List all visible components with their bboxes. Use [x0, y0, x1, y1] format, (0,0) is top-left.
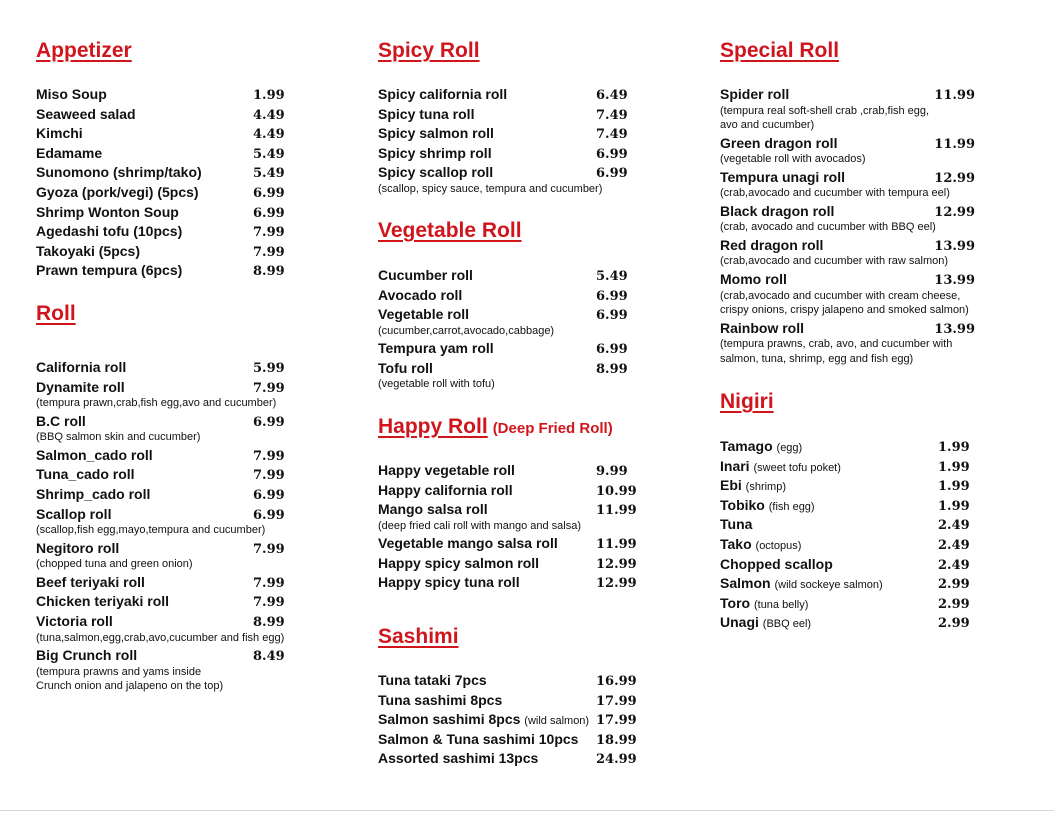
item-price: 5.99	[253, 361, 285, 376]
menu-item	[36, 222, 296, 242]
item-price: 24.99	[596, 752, 637, 768]
section-vegetable-roll	[378, 218, 638, 244]
menu-item	[720, 236, 975, 270]
item-description: (BBQ salmon skin and cucumber)	[36, 431, 201, 444]
item-price: 7.99	[253, 541, 285, 557]
menu-item-row	[378, 286, 638, 306]
item-name: Green dragon roll	[720, 134, 838, 151]
item-name: Negitoro roll	[36, 539, 120, 556]
item-price: 2.49	[938, 537, 970, 553]
item-price: 6.99	[596, 308, 628, 324]
menu-item-row	[720, 134, 975, 154]
item-name: Shrimp Wonton Soup	[36, 203, 179, 220]
item-name: Gyoza (pork/vegi) (5pcs)	[36, 183, 199, 200]
item-price: 2.99	[938, 616, 970, 632]
menu-item	[720, 496, 975, 516]
item-price: 6.99	[596, 166, 628, 182]
item-name: Edamame	[36, 144, 103, 161]
item-description: (tempura real soft-shell crab ,crab,fish egg,	[720, 104, 930, 117]
section-title-special-roll: Special Roll	[720, 39, 840, 62]
menu-item	[378, 105, 638, 125]
item-name: Ebi	[720, 477, 742, 494]
item-price: 13.99	[934, 238, 975, 254]
section-sashimi	[378, 624, 638, 650]
section-nigiri	[720, 389, 975, 415]
menu-item	[720, 270, 975, 319]
item-description: (cucumber,carrot,avocado,cabbage)	[378, 324, 555, 337]
item-price: 12.99	[596, 576, 637, 592]
item-description: (vegetable roll with tofu)	[378, 378, 495, 391]
menu-item	[36, 203, 296, 223]
item-price: 18.99	[596, 732, 637, 748]
nigiri-list	[720, 437, 975, 633]
item-price: 12.99	[934, 170, 975, 186]
item-description: (tuna,salmon,egg,crab,avo,cucumber and fish egg)	[36, 631, 285, 644]
menu-item-row	[36, 539, 296, 559]
menu-item	[720, 476, 975, 496]
item-price: 6.99	[596, 342, 628, 358]
item-name: Red dragon roll	[720, 236, 824, 253]
item-name: Rainbow roll	[720, 319, 804, 336]
item-name: Happy spicy salmon roll	[378, 554, 540, 571]
item-name: Tempura yam roll	[378, 340, 494, 357]
menu-item	[720, 437, 975, 457]
item-description: crispy onions, crispy jalapeno and smoked salmon)	[720, 304, 969, 317]
menu-item	[720, 168, 975, 202]
menu-item-row	[378, 359, 638, 379]
menu-item-row	[720, 270, 975, 290]
menu-item-row	[720, 319, 975, 339]
vegetable-roll-list	[378, 266, 638, 393]
menu-item	[720, 134, 975, 168]
menu-item-row	[36, 124, 296, 144]
item-price: 4.49	[253, 127, 285, 143]
menu-item-row	[378, 144, 638, 164]
menu-item	[36, 573, 296, 593]
item-description: Crunch onion and jalapeno on the top)	[36, 680, 224, 693]
menu-item	[378, 286, 638, 306]
item-description: (tempura prawn,crab,fish egg,avo and cucumber)	[36, 397, 277, 410]
menu-item	[378, 481, 638, 501]
menu-item-row	[720, 202, 975, 222]
item-price: 13.99	[934, 272, 975, 288]
item-name: Spider roll	[720, 86, 790, 102]
section-title-vegetable-roll: Vegetable Roll	[378, 219, 522, 242]
menu-item	[36, 612, 296, 646]
menu-item	[36, 378, 296, 412]
menu-item	[378, 710, 638, 730]
menu-item	[720, 555, 975, 575]
item-description: (scallop, spicy sauce, tempura and cucumber)	[378, 182, 603, 195]
item-name: Seaweed salad	[36, 105, 136, 122]
item-name: Inari	[720, 457, 750, 474]
menu-item-row	[378, 671, 638, 691]
item-name: Kimchi	[36, 125, 83, 142]
item-description: (crab, avocado and cucumber with BBQ eel)	[720, 221, 936, 234]
menu-item-row	[720, 574, 975, 594]
item-price: 13.99	[934, 321, 975, 337]
item-price: 11.99	[596, 537, 637, 553]
menu-item-row	[720, 555, 975, 575]
item-price: 7.99	[253, 225, 285, 241]
item-name: B.C roll	[36, 412, 86, 429]
item-description: avo and cucumber)	[720, 119, 815, 132]
menu-item-row	[378, 500, 638, 520]
item-name: Shrimp_cado roll	[36, 485, 151, 502]
item-name: Avocado roll	[378, 286, 463, 303]
item-name: Big Crunch roll	[36, 647, 138, 664]
menu-item-row	[36, 105, 296, 125]
menu-item	[36, 163, 296, 183]
item-price: 6.99	[253, 507, 285, 523]
item-price: 8.99	[596, 361, 628, 377]
item-name: Spicy salmon roll	[378, 125, 494, 142]
menu-item-row	[378, 124, 638, 144]
menu-item	[378, 691, 638, 711]
menu-item	[720, 613, 975, 633]
menu-item	[720, 574, 975, 594]
menu-item-row	[378, 105, 638, 125]
menu-item	[378, 730, 638, 750]
menu-item-row	[378, 573, 638, 593]
item-note: (tuna belly)	[753, 598, 809, 611]
item-price: 7.99	[253, 448, 285, 464]
menu-item	[36, 124, 296, 144]
menu-item	[720, 515, 975, 535]
item-price: 2.99	[938, 596, 970, 612]
section-title-spicy-roll: Spicy Roll	[378, 39, 480, 62]
menu-item-row	[720, 535, 975, 555]
menu-item-row	[378, 730, 638, 750]
item-name: Tako	[720, 535, 752, 552]
item-price: 2.49	[938, 518, 970, 534]
item-price: 5.49	[596, 269, 628, 284]
menu-item-row	[720, 437, 975, 457]
menu-item	[36, 465, 296, 485]
item-name: Mango salsa roll	[378, 501, 488, 518]
menu-item-row	[720, 613, 975, 633]
item-price: 8.99	[253, 614, 285, 630]
section-title-roll: Roll	[36, 302, 76, 325]
menu-item-row	[36, 242, 296, 262]
menu-item-row	[378, 85, 638, 105]
section-title-appetizer: Appetizer	[36, 39, 132, 62]
item-price: 7.99	[253, 380, 285, 396]
item-name: Spicy tuna roll	[378, 105, 475, 122]
section-title-sashimi: Sashimi	[378, 625, 459, 648]
menu-item	[720, 202, 975, 236]
item-name: Vegetable roll	[378, 306, 470, 323]
item-name: Victoria roll	[36, 612, 113, 629]
menu-item-row	[36, 358, 296, 378]
menu-item	[378, 163, 638, 197]
item-price: 6.99	[253, 205, 285, 221]
menu-item	[720, 535, 975, 555]
item-price: 2.99	[938, 577, 970, 593]
item-name: Tofu roll	[378, 359, 433, 376]
menu-item-row	[36, 446, 296, 466]
item-name: Happy california roll	[378, 481, 513, 498]
item-name: Miso Soup	[36, 86, 107, 102]
item-price: 5.49	[253, 146, 285, 162]
menu-item-row	[36, 183, 296, 203]
menu-item	[36, 105, 296, 125]
item-price: 11.99	[596, 503, 637, 519]
happy-roll-list	[378, 461, 638, 593]
item-description: (crab,avocado and cucumber with tempura eel)	[720, 187, 950, 200]
item-price: 11.99	[934, 88, 975, 103]
menu-item	[378, 573, 638, 593]
item-name: Spicy shrimp roll	[378, 144, 492, 161]
item-name: Toro	[720, 594, 751, 611]
item-name: Happy spicy tuna roll	[378, 574, 520, 591]
menu-item	[36, 358, 296, 378]
menu-item	[378, 339, 638, 359]
menu-item-row	[36, 163, 296, 183]
menu-item-row	[36, 222, 296, 242]
item-price: 6.99	[253, 487, 285, 503]
item-price: 6.99	[253, 185, 285, 201]
menu-item-row	[36, 412, 296, 432]
menu-item	[378, 266, 638, 286]
item-name: Salmon_cado roll	[36, 446, 153, 463]
menu-item-row	[720, 476, 975, 496]
item-name: Takoyaki (5pcs)	[36, 242, 141, 259]
item-note: (sweet tofu poket)	[753, 461, 841, 474]
item-name: Salmon & Tuna sashimi 10pcs	[378, 730, 579, 747]
menu-item-row	[720, 594, 975, 614]
item-note: (egg)	[776, 442, 803, 454]
item-price: 16.99	[596, 674, 637, 689]
menu-item	[378, 554, 638, 574]
item-price: 6.99	[253, 414, 285, 430]
item-name: Agedashi tofu (10pcs)	[36, 223, 183, 240]
item-price: 1.99	[938, 459, 970, 475]
menu-item-row	[36, 378, 296, 398]
happy-roll-title: Happy Roll	[378, 415, 488, 438]
item-price: 8.49	[253, 649, 285, 665]
item-description: (crab,avocado and cucumber with raw salmon)	[720, 255, 949, 268]
item-name: Sunomono (shrimp/tako)	[36, 164, 202, 181]
item-description: salmon, tuna, shrimp, egg and fish egg)	[720, 352, 914, 365]
menu-item	[720, 594, 975, 614]
item-name: Tobiko	[720, 496, 765, 513]
menu-item	[36, 592, 296, 612]
menu-item	[36, 505, 296, 539]
item-name: Spicy california roll	[378, 86, 508, 102]
item-price: 7.99	[253, 244, 285, 260]
menu-item	[720, 319, 975, 368]
item-price: 6.49	[596, 88, 628, 103]
menu-item-row	[36, 85, 296, 105]
menu-item-row	[36, 485, 296, 505]
menu-item	[720, 85, 975, 134]
menu-item	[378, 500, 638, 534]
item-name: Assorted sashimi 13pcs	[378, 750, 539, 767]
menu-item	[378, 124, 638, 144]
section-special-roll	[720, 38, 975, 64]
menu-item-row	[720, 85, 975, 105]
item-name: Prawn tempura (6pcs)	[36, 262, 183, 279]
item-price: 5.49	[253, 166, 285, 182]
section-title-happy-roll	[378, 414, 638, 442]
special-roll-list	[720, 85, 975, 367]
section-happy-roll	[378, 414, 638, 442]
item-name: Tamago	[720, 438, 773, 454]
item-name: Salmon	[720, 575, 771, 592]
item-price: 17.99	[596, 693, 637, 709]
menu-item-row	[36, 465, 296, 485]
menu-item-row	[378, 266, 638, 286]
menu-item	[36, 446, 296, 466]
item-price: 1.99	[938, 440, 970, 455]
menu-item-row	[720, 236, 975, 256]
menu-item	[36, 144, 296, 164]
spicy-roll-list	[378, 85, 638, 197]
item-note: (fish egg)	[768, 500, 815, 513]
section-appetizer	[36, 38, 296, 64]
item-name: Beef teriyaki roll	[36, 573, 145, 590]
item-description: (deep fried cali roll with mango and salsa)	[378, 519, 581, 532]
menu-item-row	[36, 592, 296, 612]
roll-list	[36, 358, 296, 695]
item-price: 4.49	[253, 107, 285, 123]
menu-item-row	[378, 339, 638, 359]
item-description: (vegetable roll with avocados)	[720, 153, 866, 166]
item-name: Salmon sashimi 8pcs	[378, 711, 521, 728]
menu-item	[378, 461, 638, 481]
menu-item-row	[378, 691, 638, 711]
happy-roll-subtitle: (Deep Fried Roll)	[492, 420, 613, 437]
item-price: 2.49	[938, 557, 970, 573]
item-note: (BBQ eel)	[762, 618, 812, 631]
menu-item	[378, 749, 638, 769]
section-roll	[36, 301, 296, 327]
item-name: Chopped scallop	[720, 555, 833, 572]
item-note: (octopus)	[755, 539, 802, 552]
item-description: (tempura prawns and yams inside	[36, 665, 202, 678]
menu-item	[378, 359, 638, 393]
item-name: Tuna_cado roll	[36, 466, 135, 483]
menu-item	[36, 261, 296, 281]
item-name: Spicy scallop roll	[378, 164, 494, 181]
menu-item	[36, 646, 296, 695]
menu-item	[36, 539, 296, 573]
item-price: 1.99	[938, 479, 970, 495]
item-price: 7.99	[253, 595, 285, 611]
menu-item	[36, 485, 296, 505]
menu-item-row	[378, 163, 638, 183]
item-description: (crab,avocado and cucumber with cream cheese,	[720, 289, 961, 302]
menu-item-row	[378, 305, 638, 325]
item-name: Tuna	[720, 516, 753, 533]
item-price: 17.99	[596, 713, 637, 729]
menu-item-row	[720, 457, 975, 477]
item-price: 1.99	[253, 88, 285, 103]
menu-item-row	[36, 646, 296, 666]
menu-item	[378, 85, 638, 105]
item-note: (shrimp)	[745, 481, 787, 494]
item-price: 9.99	[596, 464, 628, 479]
item-name: Unagi	[720, 614, 759, 631]
menu-item	[36, 242, 296, 262]
item-price: 7.99	[253, 468, 285, 484]
menu-item-row	[378, 710, 638, 730]
menu-item	[36, 183, 296, 203]
menu-item	[720, 457, 975, 477]
menu-item-row	[378, 481, 638, 501]
item-name: Momo roll	[720, 270, 787, 287]
item-name: Tempura unagi roll	[720, 168, 845, 185]
section-title-nigiri: Nigiri	[720, 390, 774, 413]
menu-item	[36, 85, 296, 105]
menu-item-row	[36, 144, 296, 164]
item-price: 6.99	[596, 288, 628, 304]
item-name: Cucumber roll	[378, 267, 473, 283]
menu-item-row	[36, 203, 296, 223]
sashimi-list	[378, 671, 638, 769]
menu-item	[378, 305, 638, 339]
menu-item	[378, 671, 638, 691]
item-name: California roll	[36, 359, 127, 375]
item-name: Vegetable mango salsa roll	[378, 535, 558, 552]
item-name: Tuna tataki 7pcs	[378, 672, 487, 688]
item-note: (wild sockeye salmon)	[774, 579, 883, 592]
item-price: 12.99	[596, 556, 637, 572]
item-price: 7.99	[253, 575, 285, 591]
menu-item-row	[720, 168, 975, 188]
menu-item-row	[720, 496, 975, 516]
item-description: (chopped tuna and green onion)	[36, 558, 193, 571]
item-name: Scallop roll	[36, 505, 112, 522]
item-description: (scallop,fish egg,mayo,tempura and cucumber)	[36, 524, 266, 537]
menu-item-row	[378, 749, 638, 769]
item-name: Tuna sashimi 8pcs	[378, 691, 503, 708]
item-price: 1.99	[938, 498, 970, 514]
menu-item	[36, 412, 296, 446]
menu-item-row	[36, 261, 296, 281]
item-price: 8.99	[253, 264, 285, 280]
menu-item-row	[36, 505, 296, 525]
item-name: Chicken teriyaki roll	[36, 593, 170, 610]
menu-item-row	[378, 534, 638, 554]
page-bottom-divider	[0, 810, 1054, 811]
item-price: 6.99	[596, 146, 628, 162]
item-price: 12.99	[934, 204, 975, 220]
item-name: Black dragon roll	[720, 202, 835, 219]
menu-item-row	[36, 612, 296, 632]
item-note: (wild salmon)	[524, 715, 590, 728]
menu-item-row	[36, 573, 296, 593]
item-price: 11.99	[934, 136, 975, 152]
menu-item-row	[378, 554, 638, 574]
item-description: (tempura prawns, crab, avo, and cucumber with	[720, 338, 953, 351]
menu-item	[378, 144, 638, 164]
item-price: 7.49	[596, 107, 628, 123]
appetizer-list	[36, 85, 296, 281]
menu-item-row	[378, 461, 638, 481]
item-price: 10.99	[596, 483, 637, 499]
menu-item-row	[720, 515, 975, 535]
item-name: Dynamite roll	[36, 378, 125, 395]
item-price: 7.49	[596, 127, 628, 143]
menu-item	[378, 534, 638, 554]
item-name: Happy vegetable roll	[378, 462, 515, 478]
section-spicy-roll	[378, 38, 638, 64]
